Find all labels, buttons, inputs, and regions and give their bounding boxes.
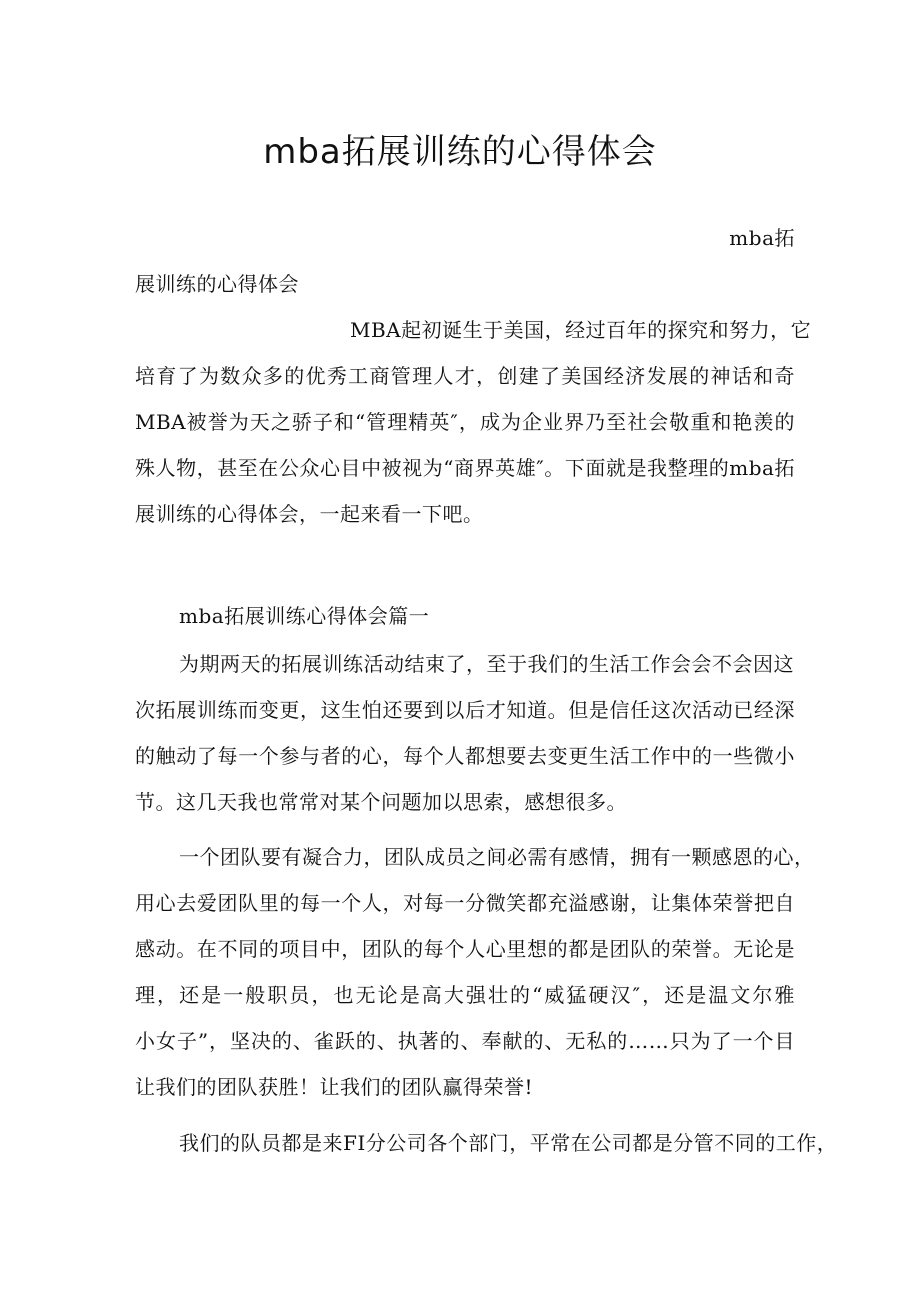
subtitle bbox=[135, 215, 795, 307]
intro-line: 展训练的心得体会，一起来看一下吧。 bbox=[135, 502, 484, 526]
paragraph-3 bbox=[135, 1120, 838, 1166]
paragraph-line: 小女子”，坚决的、雀跃的、执著的、奉献的、无私的……只为了一个目 bbox=[135, 1029, 795, 1053]
intro-line: 培育了为数众多的优秀工商管理人才，创建了美国经济发展的神话和奇 bbox=[135, 364, 795, 388]
intro-line: MBA起初诞生于美国，经过百年的探究和努力，它 bbox=[350, 318, 812, 342]
paragraph-line: 节。这几天我也常常对某个问题加以思索，感想很多。 bbox=[135, 790, 627, 814]
section-heading bbox=[135, 593, 795, 639]
subtitle-line-1: mba拓 bbox=[729, 226, 795, 250]
paragraph-line: 理，还是一般职员，也无论是高大强壮的“威猛硬汉″，还是温文尔雅 bbox=[135, 983, 795, 1007]
paragraph-line: 感动。在不同的项目中，团队的每个人心里想的都是团队的荣誉。无论是 bbox=[135, 937, 795, 961]
paragraph-1 bbox=[135, 641, 795, 825]
document-title: mba拓展训练的心得体会 bbox=[263, 132, 657, 172]
intro-line: 殊人物，甚至在公众心目中被视为“商界英雄″。下面就是我整理的mba拓 bbox=[135, 456, 795, 480]
intro-line: MBA被誉为天之骄子和“管理精英″，成为企业界乃至社会敬重和艳羡的 bbox=[135, 410, 795, 434]
section-heading-text: mba拓展训练心得体会篇一 bbox=[179, 604, 430, 628]
paragraph-line: 的触动了每一个参与者的心，每个人都想要去变更生活工作中的一些微小 bbox=[135, 744, 795, 768]
paragraph-line: 一个团队要有凝合力，团队成员之间必需有感情，拥有一颗感恩的心， bbox=[179, 845, 815, 869]
paragraph-line: 为期两天的拓展训练活动结束了，至于我们的生活工作会会不会因这 bbox=[179, 652, 794, 676]
paragraph-line: 我们的队员都是来FI分公司各个部门，平常在公司都是分管不同的工作， bbox=[179, 1131, 838, 1155]
paragraph-2 bbox=[135, 834, 815, 1110]
paragraph-line: 次拓展训练而变更，这生怕还要到以后才知道。但是信任这次活动已经深 bbox=[135, 698, 795, 722]
subtitle-line-2: 展训练的心得体会 bbox=[135, 272, 299, 296]
intro-paragraph bbox=[135, 307, 812, 537]
paragraph-line: 让我们的团队获胜！让我们的团队赢得荣誉! bbox=[135, 1075, 534, 1099]
paragraph-line: 用心去爱团队里的每一个人，对每一分微笑都充溢感谢，让集体荣誉把自 bbox=[135, 891, 795, 915]
